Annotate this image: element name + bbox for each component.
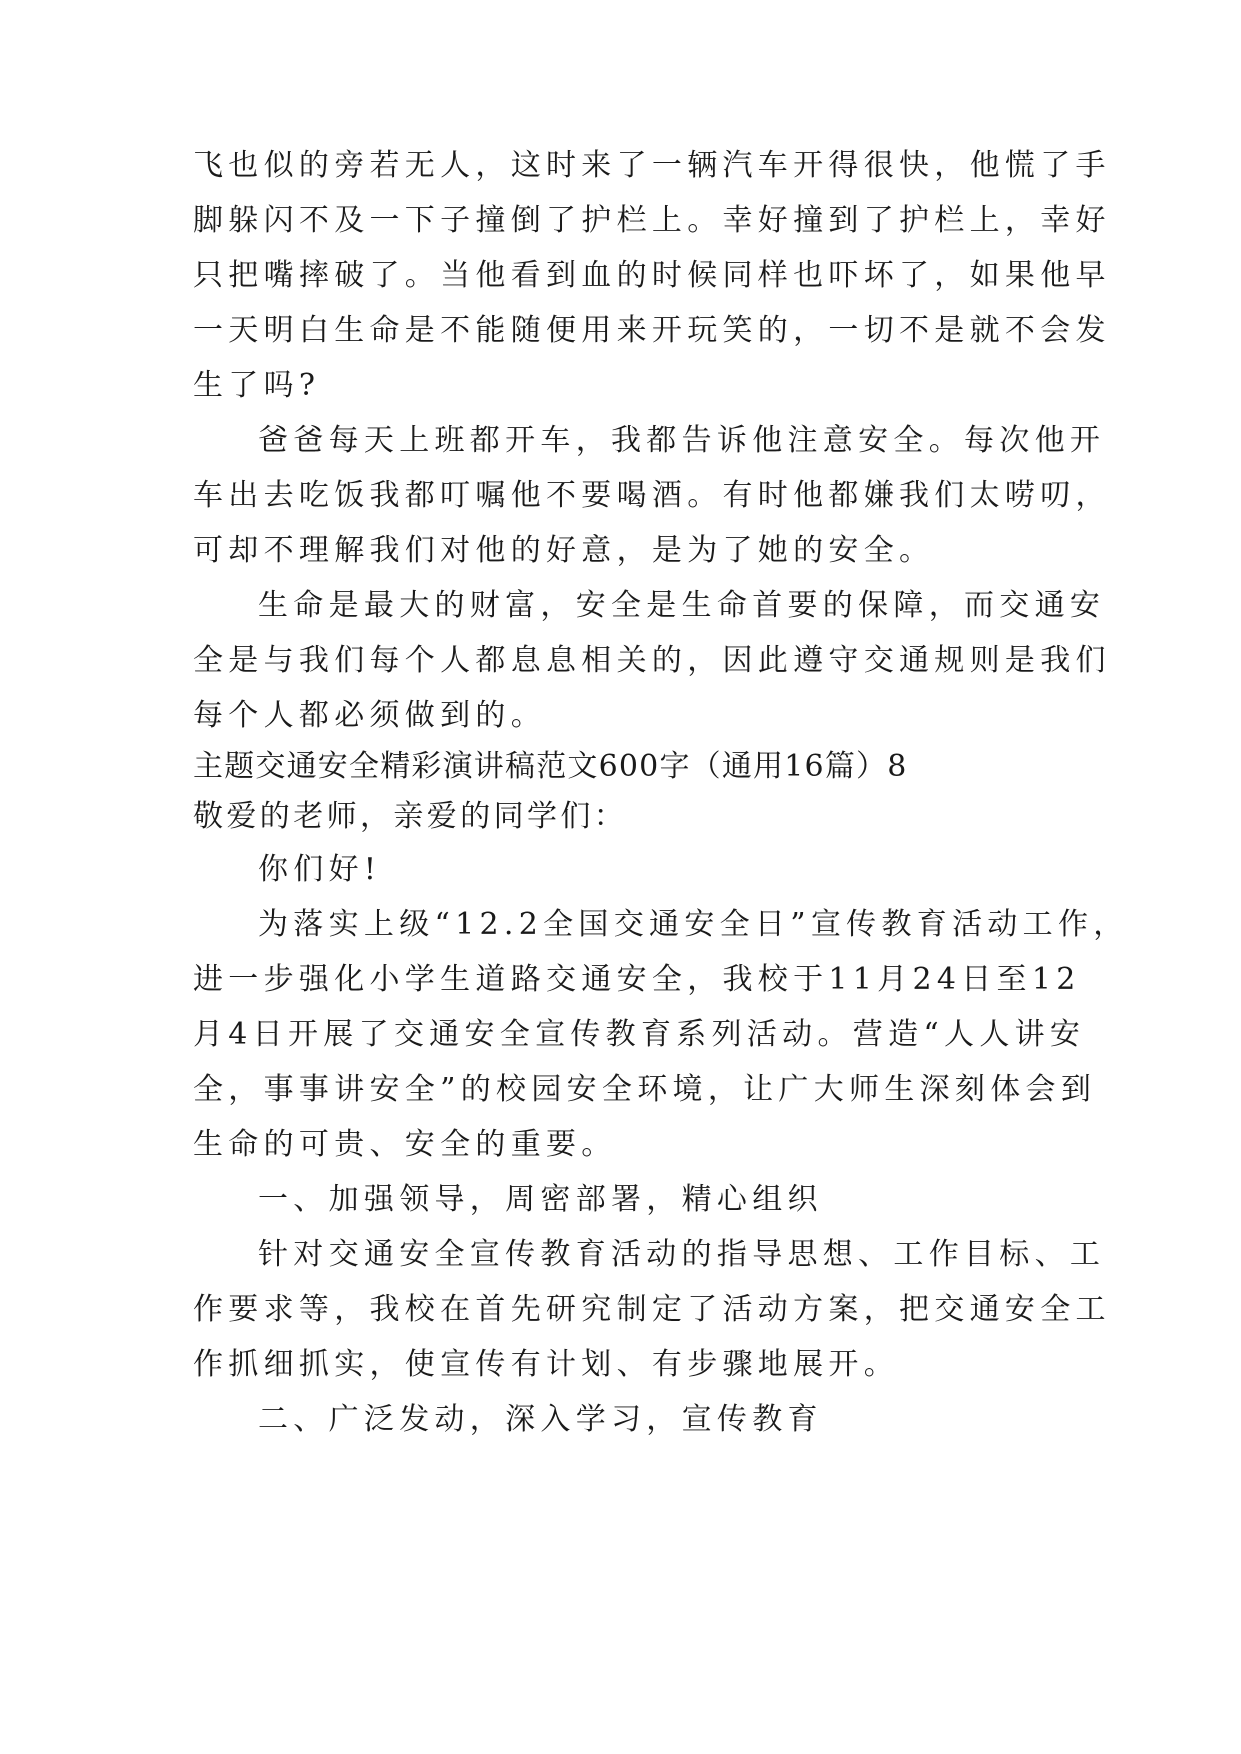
- text-line: 全是与我们每个人都息息相关的，因此遵守交通规则是我们: [193, 643, 1111, 678]
- text-line: 为落实上级“12.2全国交通安全日”宣传教育活动工作，: [258, 907, 1129, 942]
- text-line: 车出去吃饭我都叮嘱他不要喝酒。有时他都嫌我们太唠叨，: [193, 478, 1111, 513]
- heading-2: 二、广泛发动，深入学习，宣传教育: [258, 1402, 823, 1437]
- text-line: 作要求等，我校在首先研究制定了活动方案，把交通安全工: [193, 1292, 1111, 1327]
- text-line: 月4日开展了交通安全宣传教育系列活动。营造“人人讲安: [193, 1017, 1086, 1052]
- text-line: 可却不理解我们对他的好意，是为了她的安全。: [193, 533, 935, 568]
- text-line: 针对交通安全宣传教育活动的指导思想、工作目标、工: [258, 1237, 1106, 1272]
- text-line: 全，事事讲安全”的校园安全环境，让广大师生深刻体会到: [193, 1072, 1097, 1107]
- text-line: 作抓细抓实，使宣传有计划、有步骤地展开。: [193, 1347, 899, 1382]
- text-line: 脚躲闪不及一下子撞倒了护栏上。幸好撞到了护栏上，幸好: [193, 203, 1111, 238]
- greeting: 你们好!: [258, 852, 382, 887]
- text-line: 一天明白生命是不能随便用来开玩笑的，一切不是就不会发: [193, 313, 1111, 348]
- text-line: 生了吗?: [193, 368, 321, 403]
- section-title: 主题交通安全精彩演讲稿范文600字（通用16篇）8: [193, 749, 908, 784]
- heading-1: 一、加强领导，周密部署，精心组织: [258, 1182, 823, 1217]
- text-line: 生命的可贵、安全的重要。: [193, 1127, 617, 1162]
- salutation: 敬爱的老师，亲爱的同学们：: [193, 799, 628, 834]
- text-line: 每个人都必须做到的。: [193, 698, 546, 733]
- text-line: 生命是最大的财富，安全是生命首要的保障，而交通安: [258, 588, 1106, 623]
- text-line: 飞也似的旁若无人，这时来了一辆汽车开得很快，他慌了手: [193, 148, 1111, 183]
- text-line: 爸爸每天上班都开车，我都告诉他注意安全。每次他开: [258, 423, 1106, 458]
- text-line: 只把嘴摔破了。当他看到血的时候同样也吓坏了，如果他早: [193, 258, 1111, 293]
- text-line: 进一步强化小学生道路交通安全，我校于11月24日至12: [193, 962, 1081, 997]
